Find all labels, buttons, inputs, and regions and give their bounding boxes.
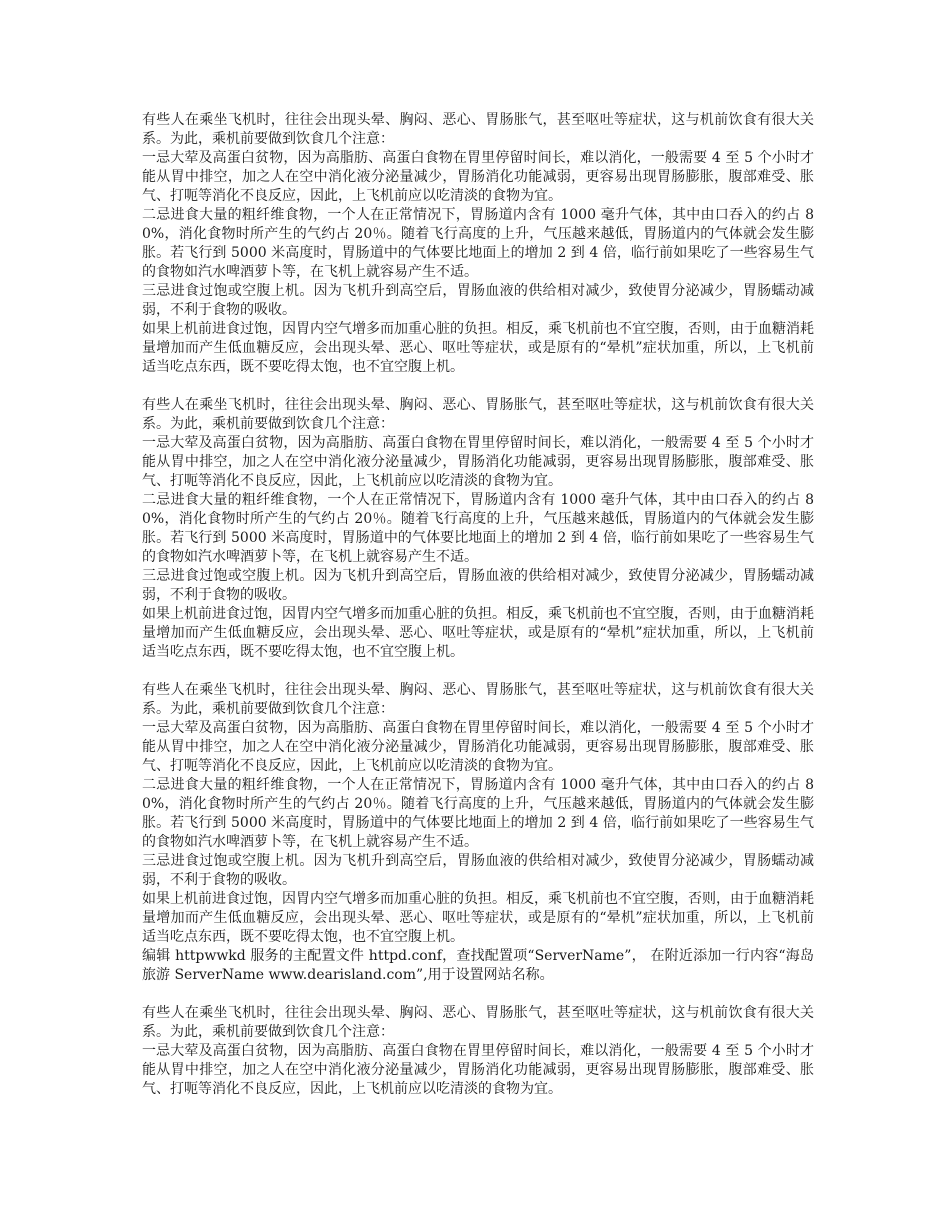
article-section-2	[142, 396, 814, 662]
intro-paragraph: 有些人在乘坐飞机时，往往会出现头晕、胸闷、恶心、胃肠胀气，甚至呕吐等症状，这与机前饮食有很大关系。为此，乘机前要做到饮食几个注意：	[142, 682, 814, 717]
intro-paragraph: 有些人在乘坐飞机时，往往会出现头晕、胸闷、恶心、胃肠胀气，甚至呕吐等症状，这与机前饮食有很大关系。为此，乘机前要做到饮食几个注意：	[142, 1005, 814, 1040]
intro-paragraph: 有些人在乘坐飞机时，往往会出现头晕、胸闷、恶心、胃肠胀气，甚至呕吐等症状，这与机前饮食有很大关系。为此，乘机前要做到饮食几个注意：	[142, 112, 814, 147]
conclusion-paragraph: 如果上机前进食过饱，因胃内空气增多而加重心脏的负担。相反，乘飞机前也不宜空腹，否则，由于血糖消耗量增加而产生低血糖反应，会出现头晕、恶心、呕吐等症状，或是原有的“晕机”症状加重，所以，上飞机前适当吃点东西，既不要吃得太饱，也不宜空腹上机。	[142, 321, 814, 375]
rule-three-paragraph: 三忌进食过饱或空腹上机。因为飞机升到高空后，胃肠血液的供给相对减少，致使胃分泌减少，胃肠蠕动减弱，不利于食物的吸收。	[142, 568, 814, 603]
conclusion-paragraph: 如果上机前进食过饱，因胃内空气增多而加重心脏的负担。相反，乘飞机前也不宜空腹，否则，由于血糖消耗量增加而产生低血糖反应，会出现头晕、恶心、呕吐等症状，或是原有的“晕机”症状加重，所以，上飞机前适当吃点东西，既不要吃得太饱，也不宜空腹上机。	[142, 891, 814, 945]
rule-one-paragraph: 一忌大荤及高蛋白贫物，因为高脂肪、高蛋白食物在胃里停留时间长，难以消化，一般需要 4 至 5 个小时才能从胃中排空，加之人在空中消化液分泌量减少，胃肠消化功能减弱，更容易出现胃肠膨胀，腹部难受、胀气、打呃等消化不良反应，因此，上飞机前应以吃清淡的食物为宜。	[142, 720, 814, 774]
rule-two-paragraph: 二忌进食大量的粗纤维食物，一个人在正常情况下，胃肠道内含有 1000 毫升气体，其中由口吞入的约占 80%，消化食物时所产生的气约占 20％。随着飞行高度的上升，气压越来越低，胃肠道内的气体就会发生膨胀。若飞行到 5000 米高度时，胃肠道中的气体要比地面上的增加 2 到 4 倍，临行前如果吃了一些容易生气的食物如汽水啤酒萝卜等，在飞机上就容易产生不适。	[142, 207, 814, 280]
rule-one-paragraph: 一忌大荤及高蛋白贫物，因为高脂肪、高蛋白食物在胃里停留时间长，难以消化，一般需要 4 至 5 个小时才能从胃中排空，加之人在空中消化液分泌量减少，胃肠消化功能减弱，更容易出现胃肠膨胀，腹部难受、胀气、打呃等消化不良反应，因此，上飞机前应以吃清淡的食物为宜。	[142, 1043, 814, 1097]
rule-three-paragraph: 三忌进食过饱或空腹上机。因为飞机升到高空后，胃肠血液的供给相对减少，致使胃分泌减少，胃肠蠕动减弱，不利于食物的吸收。	[142, 853, 814, 888]
article-section-3	[142, 681, 814, 985]
article-section-4	[142, 1004, 814, 1099]
server-config-paragraph: 编辑 httpwwkd 服务的主配置文件 httpd.conf，查找配置项“ServerName”， 在附近添加一行内容“海岛旅游 ServerName www.dearisland.com”,用于设置网站名称。	[142, 948, 814, 983]
intro-paragraph: 有些人在乘坐飞机时，往往会出现头晕、胸闷、恶心、胃肠胀气，甚至呕吐等症状，这与机前饮食有很大关系。为此，乘机前要做到饮食几个注意：	[142, 397, 814, 432]
rule-two-paragraph: 二忌进食大量的粗纤维食物，一个人在正常情况下，胃肠道内含有 1000 毫升气体，其中由口吞入的约占 80%，消化食物时所产生的气约占 20％。随着飞行高度的上升，气压越来越低，胃肠道内的气体就会发生膨胀。若飞行到 5000 米高度时，胃肠道中的气体要比地面上的增加 2 到 4 倍，临行前如果吃了一些容易生气的食物如汽水啤酒萝卜等，在飞机上就容易产生不适。	[142, 777, 814, 850]
document-page	[142, 111, 814, 1099]
rule-one-paragraph: 一忌大荤及高蛋白贫物，因为高脂肪、高蛋白食物在胃里停留时间长，难以消化，一般需要 4 至 5 个小时才能从胃中排空，加之人在空中消化液分泌量减少，胃肠消化功能减弱，更容易出现胃肠膨胀，腹部难受、胀气、打呃等消化不良反应，因此，上飞机前应以吃清淡的食物为宜。	[142, 435, 814, 489]
rule-three-paragraph: 三忌进食过饱或空腹上机。因为飞机升到高空后，胃肠血液的供给相对减少，致使胃分泌减少，胃肠蠕动减弱，不利于食物的吸收。	[142, 283, 814, 318]
article-section-1	[142, 111, 814, 377]
conclusion-paragraph: 如果上机前进食过饱，因胃内空气增多而加重心脏的负担。相反，乘飞机前也不宜空腹，否则，由于血糖消耗量增加而产生低血糖反应，会出现头晕、恶心、呕吐等症状，或是原有的“晕机”症状加重，所以，上飞机前适当吃点东西，既不要吃得太饱，也不宜空腹上机。	[142, 606, 814, 660]
rule-one-paragraph: 一忌大荤及高蛋白贫物，因为高脂肪、高蛋白食物在胃里停留时间长，难以消化，一般需要 4 至 5 个小时才能从胃中排空，加之人在空中消化液分泌量减少，胃肠消化功能减弱，更容易出现胃肠膨胀，腹部难受、胀气、打呃等消化不良反应，因此，上飞机前应以吃清淡的食物为宜。	[142, 150, 814, 204]
rule-two-paragraph: 二忌进食大量的粗纤维食物，一个人在正常情况下，胃肠道内含有 1000 毫升气体，其中由口吞入的约占 80%，消化食物时所产生的气约占 20％。随着飞行高度的上升，气压越来越低，胃肠道内的气体就会发生膨胀。若飞行到 5000 米高度时，胃肠道中的气体要比地面上的增加 2 到 4 倍，临行前如果吃了一些容易生气的食物如汽水啤酒萝卜等，在飞机上就容易产生不适。	[142, 492, 814, 565]
